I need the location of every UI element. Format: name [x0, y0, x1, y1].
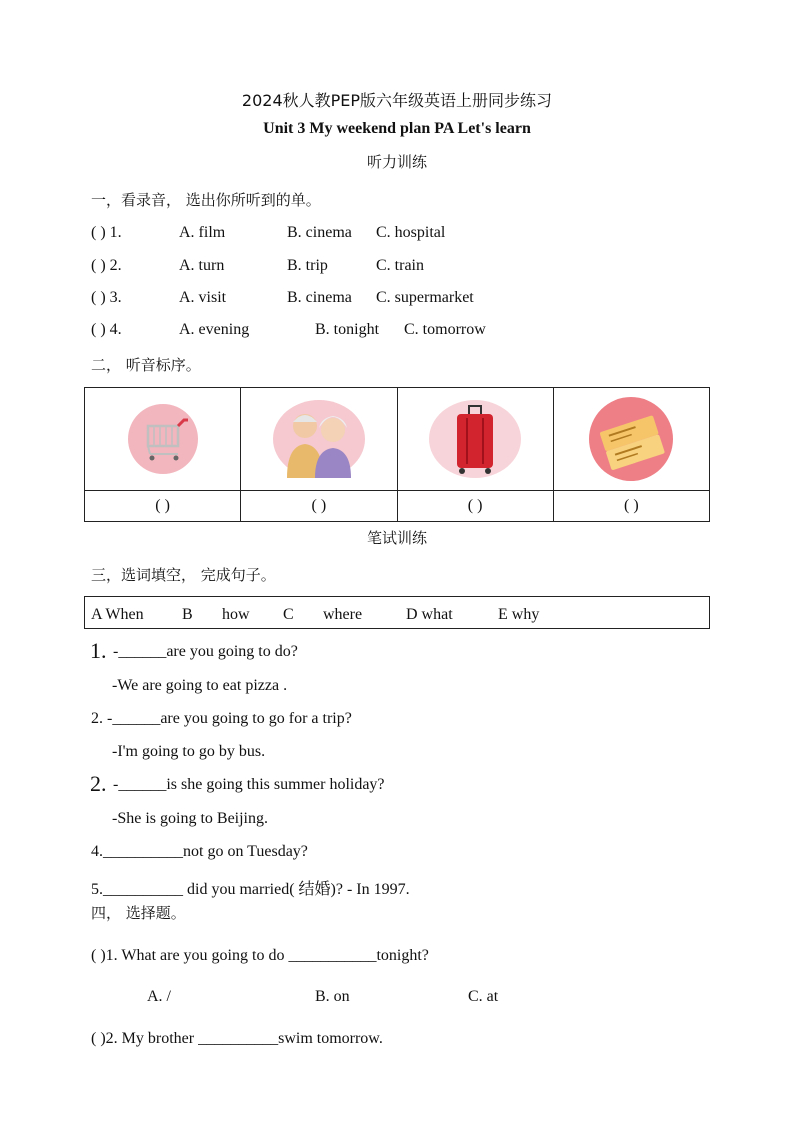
shopping-cart-icon: [128, 404, 198, 474]
word-option: D what: [406, 606, 453, 623]
answer-paren[interactable]: ( ) 3.: [91, 289, 122, 306]
word-option: E why: [498, 606, 540, 623]
option-a: A. visit: [179, 289, 227, 306]
doc-title: 2024秋人教PEP版六年级英语上册同步练习: [241, 91, 553, 110]
answer-text: -She is going to Beijing.: [112, 810, 268, 827]
choice-a[interactable]: A. /: [147, 988, 171, 1005]
picture-cell: [241, 388, 397, 491]
option-a: A. turn: [179, 257, 225, 274]
option-b: B. trip: [287, 257, 328, 274]
option-b: B. tonight: [315, 321, 380, 338]
choice-b[interactable]: B. on: [315, 988, 350, 1005]
option-c: C. tomorrow: [404, 321, 486, 338]
answer-text: -I'm going to go by bus.: [112, 743, 266, 760]
part4-question-1[interactable]: ( )1. What are you going to do ___________tonight?: [91, 947, 429, 964]
answer-paren[interactable]: ( ) 4.: [91, 321, 122, 338]
option-b: B. cinema: [287, 289, 352, 306]
option-a: A. film: [179, 224, 226, 241]
option-c: C. supermarket: [376, 289, 474, 306]
section-writing: 笔试训练: [366, 529, 427, 547]
order-bracket[interactable]: ( ): [85, 491, 241, 522]
picture-cell: [397, 388, 553, 491]
option-b: B. cinema: [287, 224, 352, 241]
suitcase-icon: [429, 400, 521, 478]
word-option: where: [323, 606, 363, 623]
option-c: C. hospital: [376, 224, 446, 241]
choice-c[interactable]: C. at: [468, 988, 499, 1005]
question-text[interactable]: -______is she going this summer holiday?: [113, 776, 385, 793]
answer-paren[interactable]: ( ) 2.: [91, 257, 122, 274]
answer-paren[interactable]: ( ) 1.: [91, 224, 122, 241]
doc-subtitle: Unit 3 My weekend plan PA Let's learn: [263, 120, 531, 137]
picture-cell: [85, 388, 241, 491]
part1-heading: 一，看录音， 选出你所听到的单。: [91, 191, 321, 209]
part4-heading: 四， 选择题。: [91, 904, 186, 922]
word-bank-box: [84, 596, 710, 629]
question-number: 2.: [90, 771, 107, 796]
option-a: A. evening: [179, 321, 250, 338]
word-option: B: [182, 606, 193, 623]
tickets-icon: [589, 397, 673, 481]
word-option: how: [222, 606, 250, 623]
word-option: A When: [91, 606, 144, 623]
part2-heading: 二， 听音标序。: [91, 356, 201, 374]
part3-question-2[interactable]: 2. -______are you going to go for a trip?: [91, 710, 352, 727]
picture-table: [84, 387, 710, 522]
picture-cell: [553, 388, 709, 491]
order-bracket[interactable]: ( ): [397, 491, 553, 522]
grandparents-icon: [273, 400, 365, 478]
order-bracket[interactable]: ( ): [241, 491, 397, 522]
part3-question-5[interactable]: 5.__________ did you married( 结婚)? - In 1997.: [91, 881, 410, 898]
option-c: C. train: [376, 257, 424, 274]
answer-text: -We are going to eat pizza .: [112, 677, 288, 694]
question-number: 1.: [90, 638, 107, 663]
part3-heading: 三，选词填空， 完成句子。: [91, 566, 276, 584]
question-text[interactable]: -______are you going to do?: [113, 643, 298, 660]
section-listening: 听力训练: [366, 153, 427, 171]
word-option: C: [283, 606, 294, 623]
order-bracket[interactable]: ( ): [553, 491, 709, 522]
part4-question-2[interactable]: ( )2. My brother __________swim tomorrow.: [91, 1030, 383, 1047]
part3-question-4[interactable]: 4.__________not go on Tuesday?: [91, 843, 308, 860]
